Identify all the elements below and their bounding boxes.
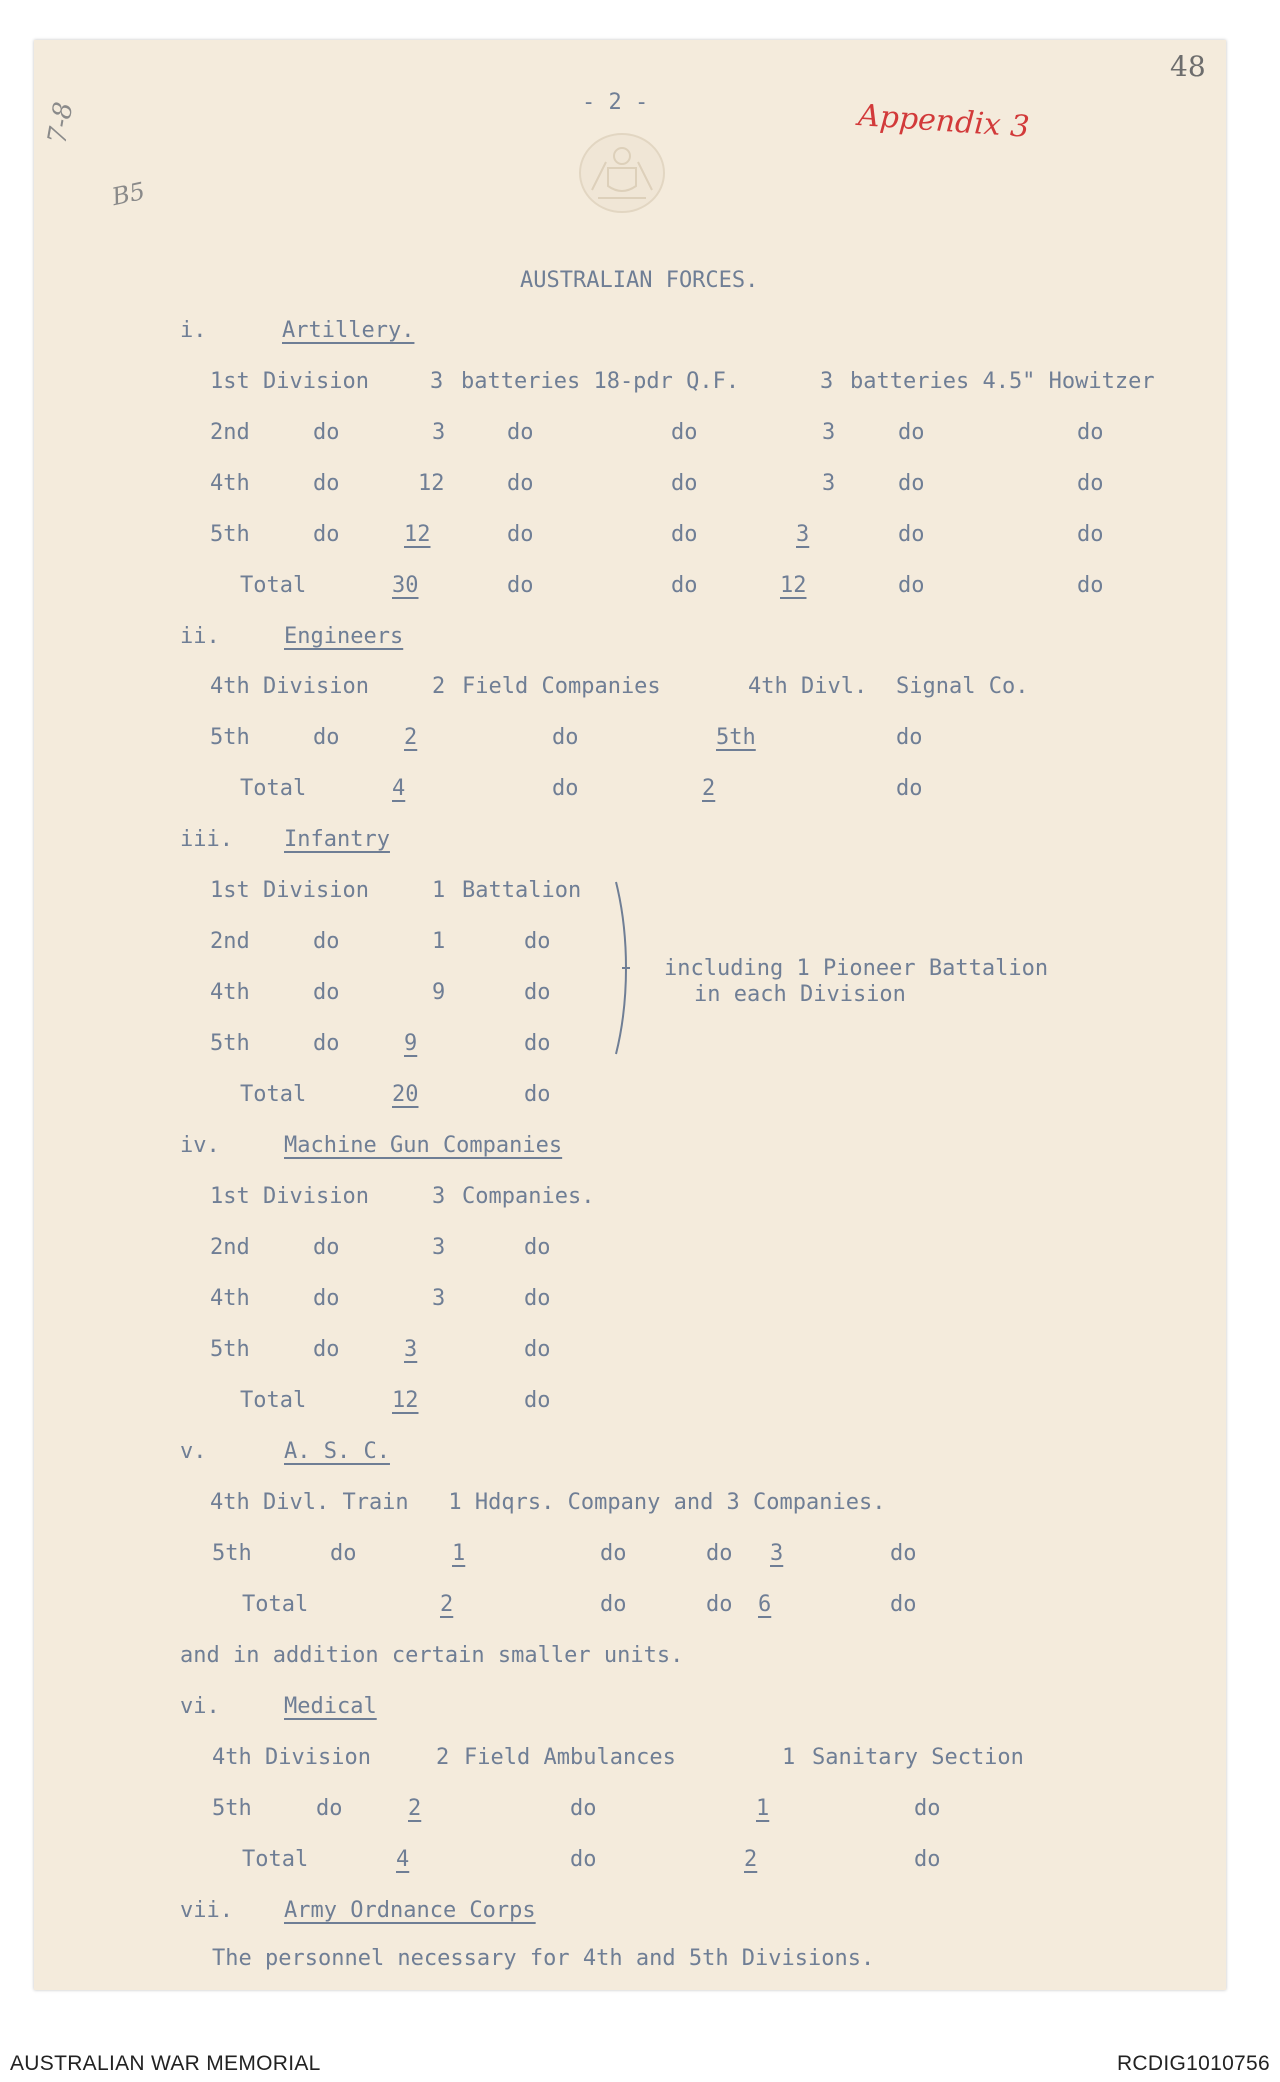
artillery-row-2-qty2: 3 <box>822 420 836 445</box>
engineers-total-ditto: do <box>552 776 579 801</box>
artillery-row-2-ditto: do <box>1077 420 1104 445</box>
artillery-row-2-ditto: do <box>313 420 340 445</box>
medical-row-1-desc: Field Ambulances <box>464 1745 676 1770</box>
section-number: vii. <box>180 1898 233 1923</box>
medical-total-ditto: do <box>570 1847 597 1872</box>
infantry-total-ditto: do <box>524 1082 551 1107</box>
artillery-row-1-type2: batteries 4.5" Howitzer <box>850 369 1155 394</box>
medical-row-1-qty: 2 <box>436 1745 450 1770</box>
mg-row-1-desc: Companies. <box>462 1184 595 1209</box>
infantry-row-2-ditto: do <box>524 929 551 954</box>
asc-row-2-ditto: do <box>600 1541 627 1566</box>
medical-row-2-ditto: do <box>570 1796 597 1821</box>
asc-total-qty: 2 <box>440 1592 454 1617</box>
asc-total-ditto: do <box>706 1592 733 1617</box>
artillery-row-4-ditto: do <box>671 522 698 547</box>
asc-addition-note: and in addition certain smaller units. <box>180 1643 684 1668</box>
artillery-row-4-ditto: do <box>1077 522 1104 547</box>
mg-total-label: Total <box>240 1388 307 1413</box>
engineers-total-qty: 4 <box>392 776 406 801</box>
infantry-note-line-1: including 1 Pioneer Battalion <box>664 956 1049 981</box>
section-heading-engineers: Engineers <box>284 624 404 649</box>
infantry-total-label: Total <box>240 1082 307 1107</box>
artillery-row-1-unit: 1st Division <box>210 369 369 394</box>
artillery-row-2-qty: 3 <box>432 420 446 445</box>
medical-total-ditto: do <box>914 1847 941 1872</box>
engineers-total-qty2: 2 <box>702 776 716 801</box>
mg-row-3-qty: 3 <box>432 1286 446 1311</box>
infantry-row-4-ditto: do <box>313 1031 340 1056</box>
asc-row-2-unit: 5th <box>212 1541 252 1566</box>
mg-row-3-unit: 4th <box>210 1286 250 1311</box>
mg-row-1-unit: 1st Division <box>210 1184 369 1209</box>
engineers-row-1-unit2: 4th Divl. <box>748 674 868 699</box>
artillery-total-qty: 30 <box>392 573 419 598</box>
artillery-row-2-ditto: do <box>898 420 925 445</box>
asc-row-2-qty2: 3 <box>770 1541 784 1566</box>
artillery-row-3-ditto: do <box>1077 471 1104 496</box>
artillery-row-4-ditto: do <box>898 522 925 547</box>
engineers-row-1-unit: 4th Division <box>210 674 369 699</box>
mg-row-4-ditto: do <box>313 1337 340 1362</box>
artillery-total-label: Total <box>240 573 307 598</box>
artillery-row-3-qty2: 3 <box>822 471 836 496</box>
artillery-row-2-ditto: do <box>507 420 534 445</box>
asc-total-qty2: 6 <box>758 1592 772 1617</box>
royal-crest-emboss <box>578 132 666 214</box>
mg-row-2-unit: 2nd <box>210 1235 250 1260</box>
medical-row-2-ditto: do <box>914 1796 941 1821</box>
artillery-row-1-qty: 3 <box>430 369 444 394</box>
infantry-row-3-unit: 4th <box>210 980 250 1005</box>
page-number: - 2 - <box>582 90 649 115</box>
artillery-row-4-qty: 12 <box>404 522 431 547</box>
medical-row-2-ditto: do <box>316 1796 343 1821</box>
artillery-total-ditto: do <box>671 573 698 598</box>
mg-row-2-ditto: do <box>524 1235 551 1260</box>
mg-row-4-ditto: do <box>524 1337 551 1362</box>
appendix-note: Appendix 3 <box>856 98 1031 145</box>
asc-row-2-ditto: do <box>330 1541 357 1566</box>
artillery-row-3-ditto: do <box>671 471 698 496</box>
medical-row-2-qty2: 1 <box>756 1796 770 1821</box>
medical-total-qty2: 2 <box>744 1847 758 1872</box>
infantry-row-3-qty: 9 <box>432 980 446 1005</box>
section-number: iii. <box>180 827 233 852</box>
section-heading-ordnance: Army Ordnance Corps <box>284 1898 536 1923</box>
section-heading-medical: Medical <box>284 1694 377 1719</box>
artillery-total-qty2: 12 <box>780 573 807 598</box>
infantry-row-1-desc: Battalion <box>462 878 582 903</box>
section-number: vi. <box>180 1694 220 1719</box>
medical-total-qty: 4 <box>396 1847 410 1872</box>
infantry-row-3-ditto: do <box>524 980 551 1005</box>
artillery-row-4-ditto: do <box>507 522 534 547</box>
engineers-row-2-unit2: 5th <box>716 725 756 750</box>
asc-row-2-ditto: do <box>706 1541 733 1566</box>
section-number: v. <box>180 1439 207 1464</box>
mg-row-4-unit: 5th <box>210 1337 250 1362</box>
engineers-row-2-unit: 5th <box>210 725 250 750</box>
document-title: AUSTRALIAN FORCES. <box>520 268 759 293</box>
engineers-row-1-qty: 2 <box>432 674 446 699</box>
engineers-row-2-ditto: do <box>896 725 923 750</box>
pencil-note-b5: B5 <box>109 176 148 212</box>
infantry-row-1-unit: 1st Division <box>210 878 369 903</box>
mg-row-1-qty: 3 <box>432 1184 446 1209</box>
asc-total-ditto: do <box>890 1592 917 1617</box>
engineers-row-2-ditto: do <box>552 725 579 750</box>
asc-row-1: 4th Divl. Train 1 Hdqrs. Company and 3 Companies. <box>210 1490 886 1515</box>
mg-row-4-qty: 3 <box>404 1337 418 1362</box>
artillery-row-3-unit: 4th <box>210 471 250 496</box>
folio-number: 48 <box>1170 50 1206 83</box>
asc-row-2-ditto: do <box>890 1541 917 1566</box>
section-number: ii. <box>180 624 220 649</box>
artillery-row-2-unit: 2nd <box>210 420 250 445</box>
artillery-row-3-ditto: do <box>313 471 340 496</box>
infantry-row-1-qty: 1 <box>432 878 446 903</box>
infantry-row-4-unit: 5th <box>210 1031 250 1056</box>
section-heading-machine-gun: Machine Gun Companies <box>284 1133 563 1158</box>
ordnance-text: The personnel necessary for 4th and 5th Divisions. <box>212 1946 875 1971</box>
section-heading-asc: A. S. C. <box>284 1439 390 1464</box>
infantry-bracket <box>612 880 632 1058</box>
artillery-row-3-qty: 12 <box>418 471 445 496</box>
footer-source: AUSTRALIAN WAR MEMORIAL <box>10 2052 321 2075</box>
medical-total-label: Total <box>242 1847 309 1872</box>
section-number: i. <box>180 318 207 343</box>
engineers-total-label: Total <box>240 776 307 801</box>
mg-total-ditto: do <box>524 1388 551 1413</box>
artillery-row-4-unit: 5th <box>210 522 250 547</box>
artillery-row-4-qty2: 3 <box>796 522 810 547</box>
asc-total-ditto: do <box>600 1592 627 1617</box>
infantry-row-2-qty: 1 <box>432 929 446 954</box>
medical-row-1-desc2: Sanitary Section <box>812 1745 1024 1770</box>
section-heading-artillery: Artillery. <box>282 318 415 343</box>
infantry-total-qty: 20 <box>392 1082 419 1107</box>
artillery-total-ditto: do <box>1077 573 1104 598</box>
artillery-row-2-ditto: do <box>671 420 698 445</box>
pencil-note-margin: 7-8 <box>42 99 80 147</box>
infantry-note-line-2: in each Division <box>694 982 906 1007</box>
mg-row-3-ditto: do <box>524 1286 551 1311</box>
engineers-total-ditto: do <box>896 776 923 801</box>
engineers-row-2-qty: 2 <box>404 725 418 750</box>
artillery-row-3-ditto: do <box>898 471 925 496</box>
medical-row-2-qty: 2 <box>408 1796 422 1821</box>
medical-row-1-qty2: 1 <box>782 1745 796 1770</box>
artillery-row-1-qty2: 3 <box>820 369 834 394</box>
infantry-row-4-ditto: do <box>524 1031 551 1056</box>
mg-row-2-qty: 3 <box>432 1235 446 1260</box>
section-number: iv. <box>180 1133 220 1158</box>
mg-total-qty: 12 <box>392 1388 419 1413</box>
infantry-row-2-unit: 2nd <box>210 929 250 954</box>
infantry-row-3-ditto: do <box>313 980 340 1005</box>
section-heading-infantry: Infantry <box>284 827 390 852</box>
artillery-row-3-ditto: do <box>507 471 534 496</box>
engineers-row-1-desc2: Signal Co. <box>896 674 1029 699</box>
artillery-row-1-type: batteries 18-pdr Q.F. <box>461 369 740 394</box>
asc-row-2-qty: 1 <box>452 1541 466 1566</box>
medical-row-2-unit: 5th <box>212 1796 252 1821</box>
artillery-row-4-ditto: do <box>313 522 340 547</box>
mg-row-2-ditto: do <box>313 1235 340 1260</box>
engineers-row-1-desc: Field Companies <box>462 674 661 699</box>
medical-row-1-unit: 4th Division <box>212 1745 371 1770</box>
infantry-row-2-ditto: do <box>313 929 340 954</box>
artillery-total-ditto: do <box>507 573 534 598</box>
infantry-row-4-qty: 9 <box>404 1031 418 1056</box>
footer-record-id: RCDIG1010756 <box>1116 2052 1270 2075</box>
asc-total-label: Total <box>242 1592 309 1617</box>
mg-row-3-ditto: do <box>313 1286 340 1311</box>
engineers-row-2-ditto: do <box>313 725 340 750</box>
artillery-total-ditto: do <box>898 573 925 598</box>
